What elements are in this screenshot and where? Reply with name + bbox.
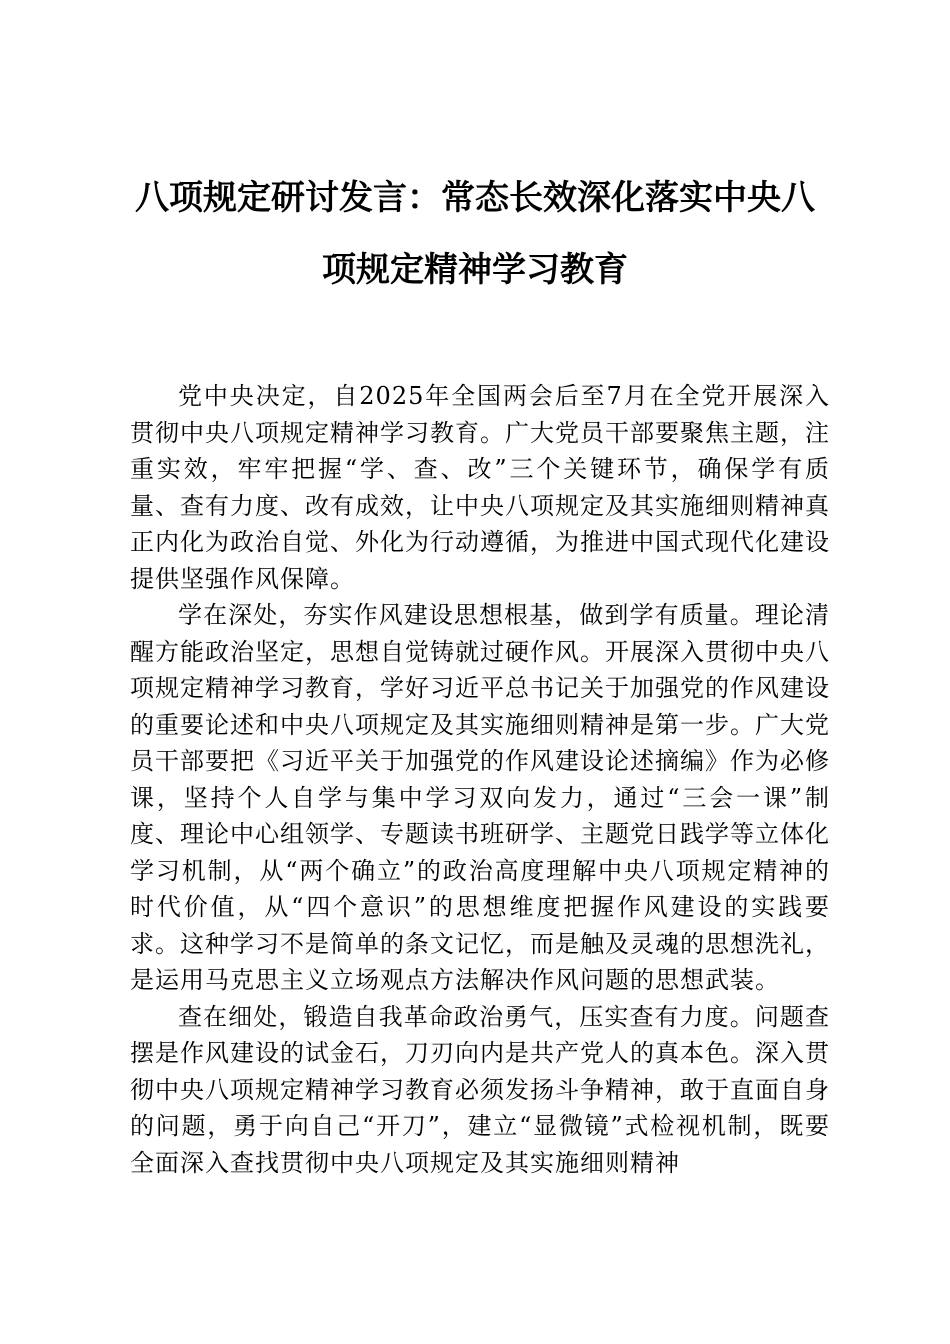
document-title: 八项规定研讨发言：常态长效深化落实中央八项规定精神学习教育 [135,178,815,290]
paragraph-3: 查在细处，锻造自我革命政治勇气，压实查有力度。问题查摆是作风建设的试金石，刀刃向内是共产党人的真本色。深入贯彻中央八项规定精神学习教育必须发扬斗争精神，敢于直面自身的问题，勇于向自己“开刀”，建立“显微镜”式检视机制，既要全面深入查找贯彻中央八项规定及其实施细则精神 [130,1002,830,1177]
document-body [130,378,830,1181]
paragraph-2: 学在深处，夯实作风建设思想根基，做到学有质量。理论清醒方能政治坚定，思想自觉铸就过硬作风。开展深入贯彻中央八项规定精神学习教育，学好习近平总书记关于加强党的作风建设的重要论述和中央八项规定及其实施细则精神是第一步。广大党员干部要把《习近平关于加强党的作风建设论述摘编》作为必修课，坚持个人自学与集中学习双向发力，通过“三会一课”制度、理论中心组领学、专题读书班研学、主题党日践学等立体化学习机制，从“两个确立”的政治高度理解中央八项规定精神的时代价值，从“四个意识”的思想维度把握作风建设的实践要求。这种学习不是简单的条文记忆，而是触及灵魂的思想洗礼，是运用马克思主义立场观点方法解决作风问题的思想武装。 [130,601,830,994]
paragraph-1: 党中央决定，自2025年全国两会后至7月在全党开展深入贯彻中央八项规定精神学习教育。广大党员干部要聚焦主题，注重实效，牢牢把握“学、查、改”三个关键环节，确保学有质量、查有力度、改有成效，让中央八项规定及其实施细则精神真正内化为政治自觉、外化为行动遵循，为推进中国式现代化建设提供坚强作风保障。 [130,382,830,593]
